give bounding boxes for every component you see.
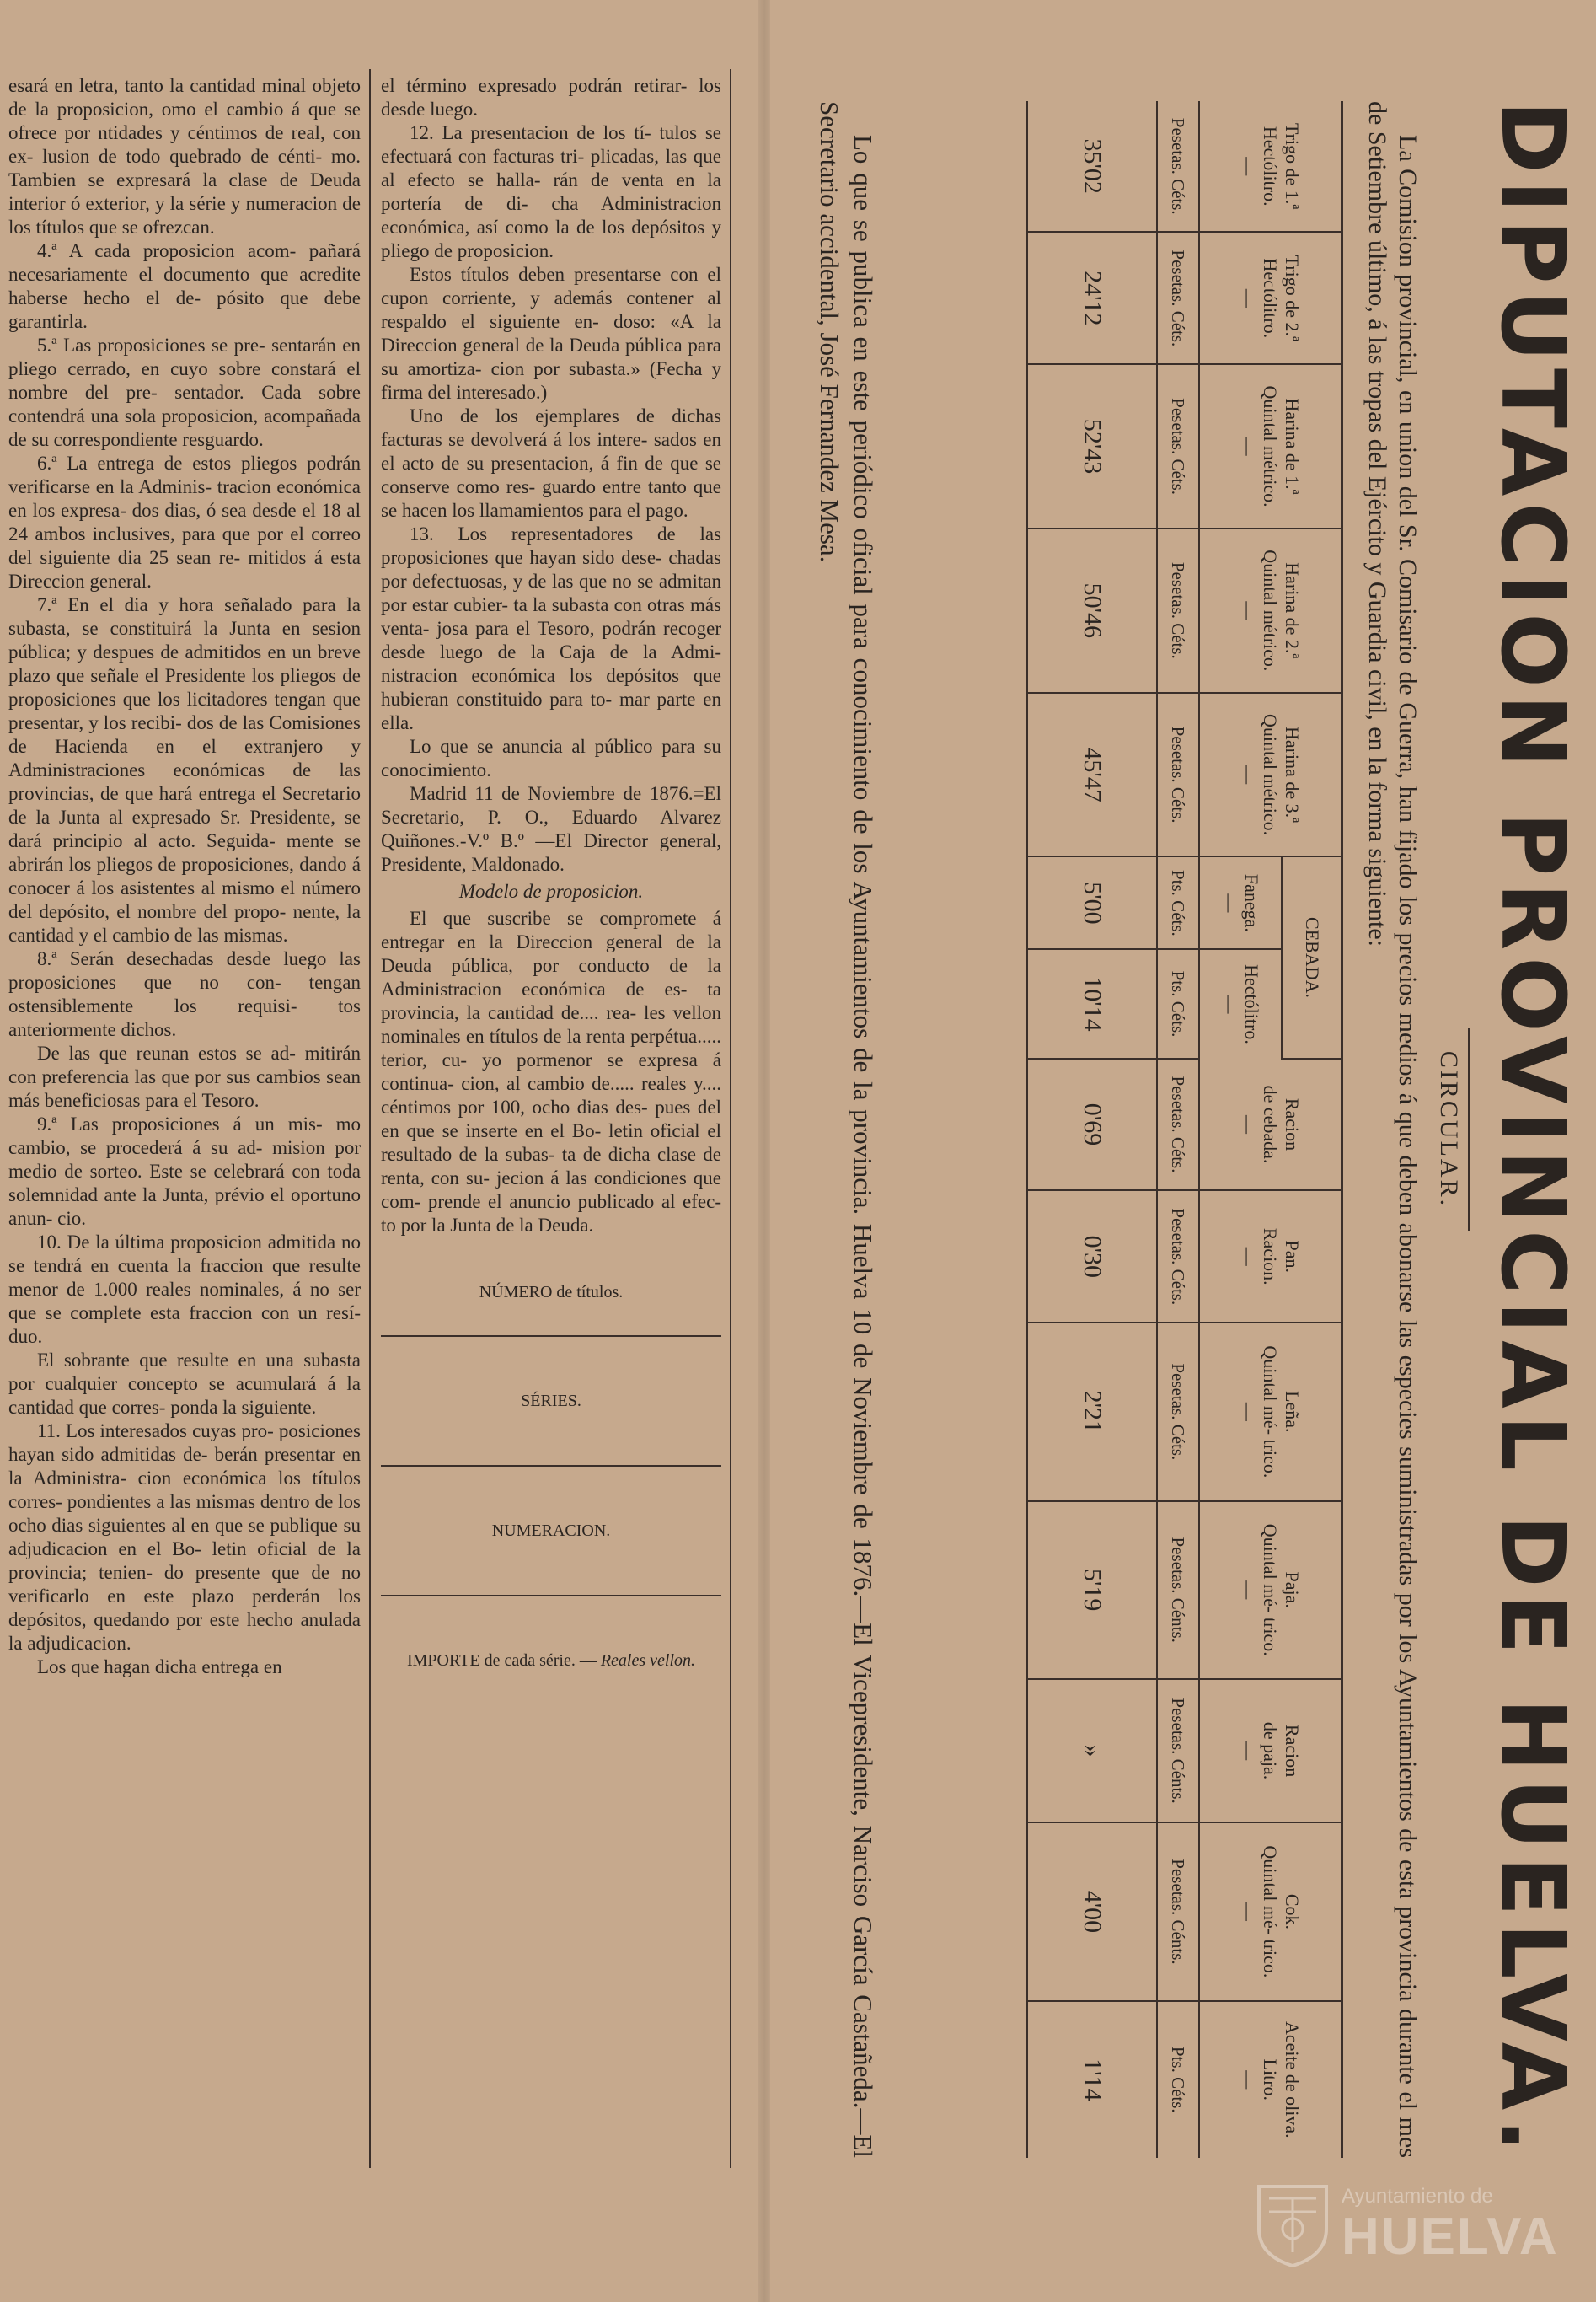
price-cell: 5'19: [1027, 1501, 1158, 1679]
price-row: [1027, 101, 1158, 2158]
col-header: Paja. Quintal mé- trico. —: [1199, 1501, 1342, 1679]
money-header: Pesetas. Céts.: [1157, 1323, 1199, 1500]
money-header: Pesetas. Céts.: [1157, 364, 1199, 529]
paragraph: Lo que se anuncia al público para su conocimiento.: [381, 736, 721, 781]
money-header: Pts. Céts.: [1157, 2001, 1199, 2158]
money-header: Pesetas. Céts.: [1157, 101, 1199, 232]
col-header: Racion de cebada. —: [1199, 1059, 1342, 1191]
paragraph: El sobrante que resulte en una subasta por cualquier concepto se acumulará á la cantidad que corres- ponda la siguiente.: [8, 1350, 361, 1418]
watermark: [1254, 2173, 1574, 2272]
money-header: Pesetas. Cénts.: [1157, 1679, 1199, 1822]
paragraph: Uno de los ejemplares de dichas facturas se devolverá á los intere- sados en el acto de su presentacion, á fin de que se conserve como res- guardo entre tanto que se hacen los llamamientos para el pago.: [381, 405, 721, 521]
price-cell: 52'43: [1027, 364, 1158, 529]
paragraph: esará en letra, tanto la cantidad minal objeto de la proposicion, omo el cambio á que se ofrece por ntidades y céntimos de real, con ex- lusion de todo quebrado de cénti- mo. Tambien se expresará la clase de Deuda interior ó exterior, y la série y numeracion de los títulos que se ofrezcan.: [8, 75, 361, 238]
col-header: Harina de 3.ª Quintal métrico. —: [1199, 693, 1342, 857]
circular-intro: La Comision provincial, en union del Sr. Comisario de Guerra, han fijado los precios medios á que deben abonarse las especies suministradas por los Ayuntamientos de esta provincia durante el mes de Setiembre último, á las tropas del Ejército y Guardia civil, en la forma siguiente:: [1363, 101, 1422, 2158]
price-cell: 0'69: [1027, 1059, 1158, 1191]
col-header: Trigo de 2.ª Hectólitro. —: [1199, 232, 1342, 364]
watermark-line1: Ayuntamiento de: [1342, 2185, 1493, 2208]
paragraph: 11. Los interesados cuyas pro- posiciones hayan sido admitidas de- berán presentar en la Administra- cion económica los títulos corres- pondientes a las mismas dentro de los ocho dias siguientes al en que se publique su adjudicacion en el Bo- letin oficial de la provincia; tenien- do presente que de no verificarlo en este plazo perderán los depósitos, quedando por este hecho anulada la adjudicacion.: [8, 1420, 361, 1654]
col-header: Trigo de 1.ª Hectólitro. —: [1199, 101, 1342, 232]
col-header: Harina de 1.ª Quintal métrico. —: [1199, 364, 1342, 529]
money-header: Pesetas. Céts.: [1157, 693, 1199, 857]
paragraph: 13. Los representadores de las proposiciones que hayan sido dese- chadas por defectuosas, y de las que no se admitan por estar cubier- ta la subasta con otras más venta- josa para el Tesoro, podrán recoger desde luego de la Caja de la Admi- nistracion económica los depósitos que hubieran constituido para to- mar parte en ella.: [381, 523, 721, 733]
money-header: Pesetas. Céts.: [1157, 529, 1199, 693]
col-header: Harina de 2.ª Quintal métrico. —: [1199, 529, 1342, 693]
price-cell: 0'30: [1027, 1190, 1158, 1323]
paragraph: 8.ª Serán desechadas desde luego las proposiciones que no con- tengan ostensiblemente los requisi- tos anteriormente dichos.: [8, 948, 361, 1040]
model-row: SÉRIES.: [381, 1336, 721, 1466]
ornament-rule: [1468, 1028, 1470, 1231]
price-cell: 1'14: [1027, 2001, 1158, 2158]
price-cell: 10'14: [1027, 949, 1158, 1058]
price-cell: 45'47: [1027, 693, 1158, 857]
model-caption: Modelo de proposicion.: [458, 881, 644, 902]
col-header-fanega: Fanega. —: [1199, 856, 1283, 949]
money-header: Pesetas. Céts.: [1157, 1059, 1199, 1191]
money-header: Pesetas. Cénts.: [1157, 1822, 1199, 2000]
paragraph: De las que reunan estos se ad- mitirán con preferencia las que por sus cambios sean más beneficiosas para el Tesoro.: [8, 1043, 361, 1111]
paragraph: 7.ª En el dia y hora señalado para la subasta, se constituirá la Junta en sesion pública; y despues de admitidos en un breve plazo que señale el Presidente los pliegos de proposiciones que los licitadores tengan que presentar, y los recibi- dos de las Comisiones de Hacienda en el extranjero y Administraciones económicas de las provincias, de que hará entrega el Secretario de la Junta al expresado Sr. Presidente, se dará principio al acto. Seguida- mente se abrirán los pliegos de proposiciones, dando á conocer á los asistentes al mismo el número del depósito, el nombre del propo- nente, la cantidad y el cambio de las mismas.: [8, 594, 361, 946]
col-header: Pan. Racion. —: [1199, 1190, 1342, 1323]
price-cell: 5'00: [1027, 856, 1158, 949]
col-header: Racion de paja. —: [1199, 1679, 1342, 1822]
money-header: Pts. Céts.: [1157, 949, 1199, 1058]
money-header: Pesetas. Céts.: [1157, 232, 1199, 364]
rotated-section: [770, 51, 1588, 2208]
prices-table: [1026, 101, 1343, 2158]
coat-of-arms-icon: [1254, 2178, 1331, 2267]
paragraph: 4.ª A cada proposicion acom- pañará necesariamente el documento que acredite haberse hecho el de- pósito que debe garantirla.: [8, 240, 361, 332]
model-text: El que suscribe se compromete á entregar en la Direccion general de la Deuda pública, por conducto de la Administracion económica de es- ta provincia, la cantidad de.... rea- les vellon nominales en títulos de la renta perpétua..... terior, cu- yo pormenor se expresa á continua- cion, al cambio de..... reales y.... céntimos por 100, ocho dias des- pues del en que se inserte en el Bo- letin oficial el resultado de la subas- ta de dicha clase de renta, con su- jecion á las condiciones que com- prende el anuncio publicado al efec- to por la Junta de la Deuda.: [381, 908, 721, 1236]
price-cell: 35'02: [1027, 101, 1158, 232]
text-column-middle: [381, 74, 721, 1725]
model-row: IMPORTE de cada série. — Reales vellon.: [381, 1596, 721, 1725]
col-header-hectolitro: Hectólitro. —: [1199, 949, 1283, 1058]
price-cell: 2'21: [1027, 1323, 1158, 1500]
page-fold: [758, 0, 770, 2302]
col-header: Aceite de oliva. Litro. —: [1199, 2001, 1342, 2158]
col-header: Leña. Quintal mé- trico. —: [1199, 1323, 1342, 1500]
paragraph: 5.ª Las proposiciones se pre- sentarán en pliego cerrado, en cuyo sobre constará el nombre del pre- sentador. Cada sobre contendrá una sola proposicion, acompañada de su correspondiente resguardo.: [8, 335, 361, 450]
price-cell: 50'46: [1027, 529, 1158, 693]
col-header: Cok. Quintal mé- trico. —: [1199, 1822, 1342, 2000]
cebada-group-header: CEBADA.: [1283, 856, 1342, 1058]
model-table: [381, 1249, 721, 1725]
model-header-currency: Reales vellon.: [600, 1651, 696, 1670]
paragraph: 9.ª Las proposiciones á un mis- mo cambio, se procederá á su ad- mision por medio de sorteo. Este se celebrará con toda solemnidad ante la Junta, prévio el oportuno anun- cio.: [8, 1113, 361, 1229]
paragraph: 6.ª La entrega de estos pliegos podrán verificarse en la Adminis- tracion económica en los expresa- dos dias, ó sea desde el 18 al 24 ambos inclusives, para que por el correo del siguiente dia 25 sean re- mitidos á esta Direccion general.: [8, 453, 361, 592]
signature-paragraph: Madrid 11 de Noviembre de 1876.=El Secretario, P. O., Eduardo Alvarez Quiñones.-V.º B.º —El Director general, Presidente, Maldonado.: [381, 783, 721, 875]
money-header: Pts. Céts.: [1157, 856, 1199, 949]
column-rule: [369, 69, 371, 2168]
rotated-content: [770, 51, 1588, 2208]
watermark-line2: HUELVA: [1342, 2208, 1559, 2266]
money-header: Pesetas. Cénts.: [1157, 1501, 1199, 1679]
column-rule: [730, 69, 731, 2168]
model-row: NUMERACION.: [381, 1466, 721, 1596]
model-header-amount: IMPORTE de cada série.: [406, 1651, 576, 1670]
paragraph: Estos títulos deben presentarse con el cupon corriente, y además contener al respaldo el siguiente en- doso: «A la Direccion general de la Deuda pública para su amortiza- cion por subasta.» (Fecha y firma del interesado.): [381, 264, 721, 403]
paragraph: 12. La presentacion de los tí- tulos se efectuará con facturas tri- plicadas, las que al efecto se halla- rán de venta en la portería de di- cha Administracion económica, así como la de los depósitos y pliego de proposicion.: [381, 122, 721, 261]
price-cell: 4'00: [1027, 1822, 1158, 2000]
text-column-left: [8, 74, 361, 1679]
money-header: Pesetas. Céts.: [1157, 1190, 1199, 1323]
price-cell: 24'12: [1027, 232, 1158, 364]
model-header: NÚMERO de títulos.: [479, 1283, 624, 1301]
price-cell: »: [1027, 1679, 1158, 1822]
paragraph: 10. De la última proposicion admitida no se tendrá en cuenta la fraccion que resulte menor de 1.000 reales nominales, á no ser que se complete esta fraccion con un resí- duo.: [8, 1231, 361, 1347]
paragraph: Los que hagan dicha entrega en: [37, 1656, 282, 1677]
page-title: DIPUTACION PROVINCIAL DE HUELVA.: [1481, 100, 1584, 2159]
closing-text: Lo que se publica en este periódico oficial para conocimiento de los Ayuntamientos de la provincia. Huelva 10 de Noviembre de 1876.—El Vicepresidente, Narciso García Castañeda.—El Secretario accidental, José Fernandez Mesa.: [815, 101, 878, 2158]
circular-heading: CIRCULAR.: [1435, 1050, 1463, 1209]
paragraph: el término expresado podrán retirar- los desde luego.: [381, 75, 721, 120]
